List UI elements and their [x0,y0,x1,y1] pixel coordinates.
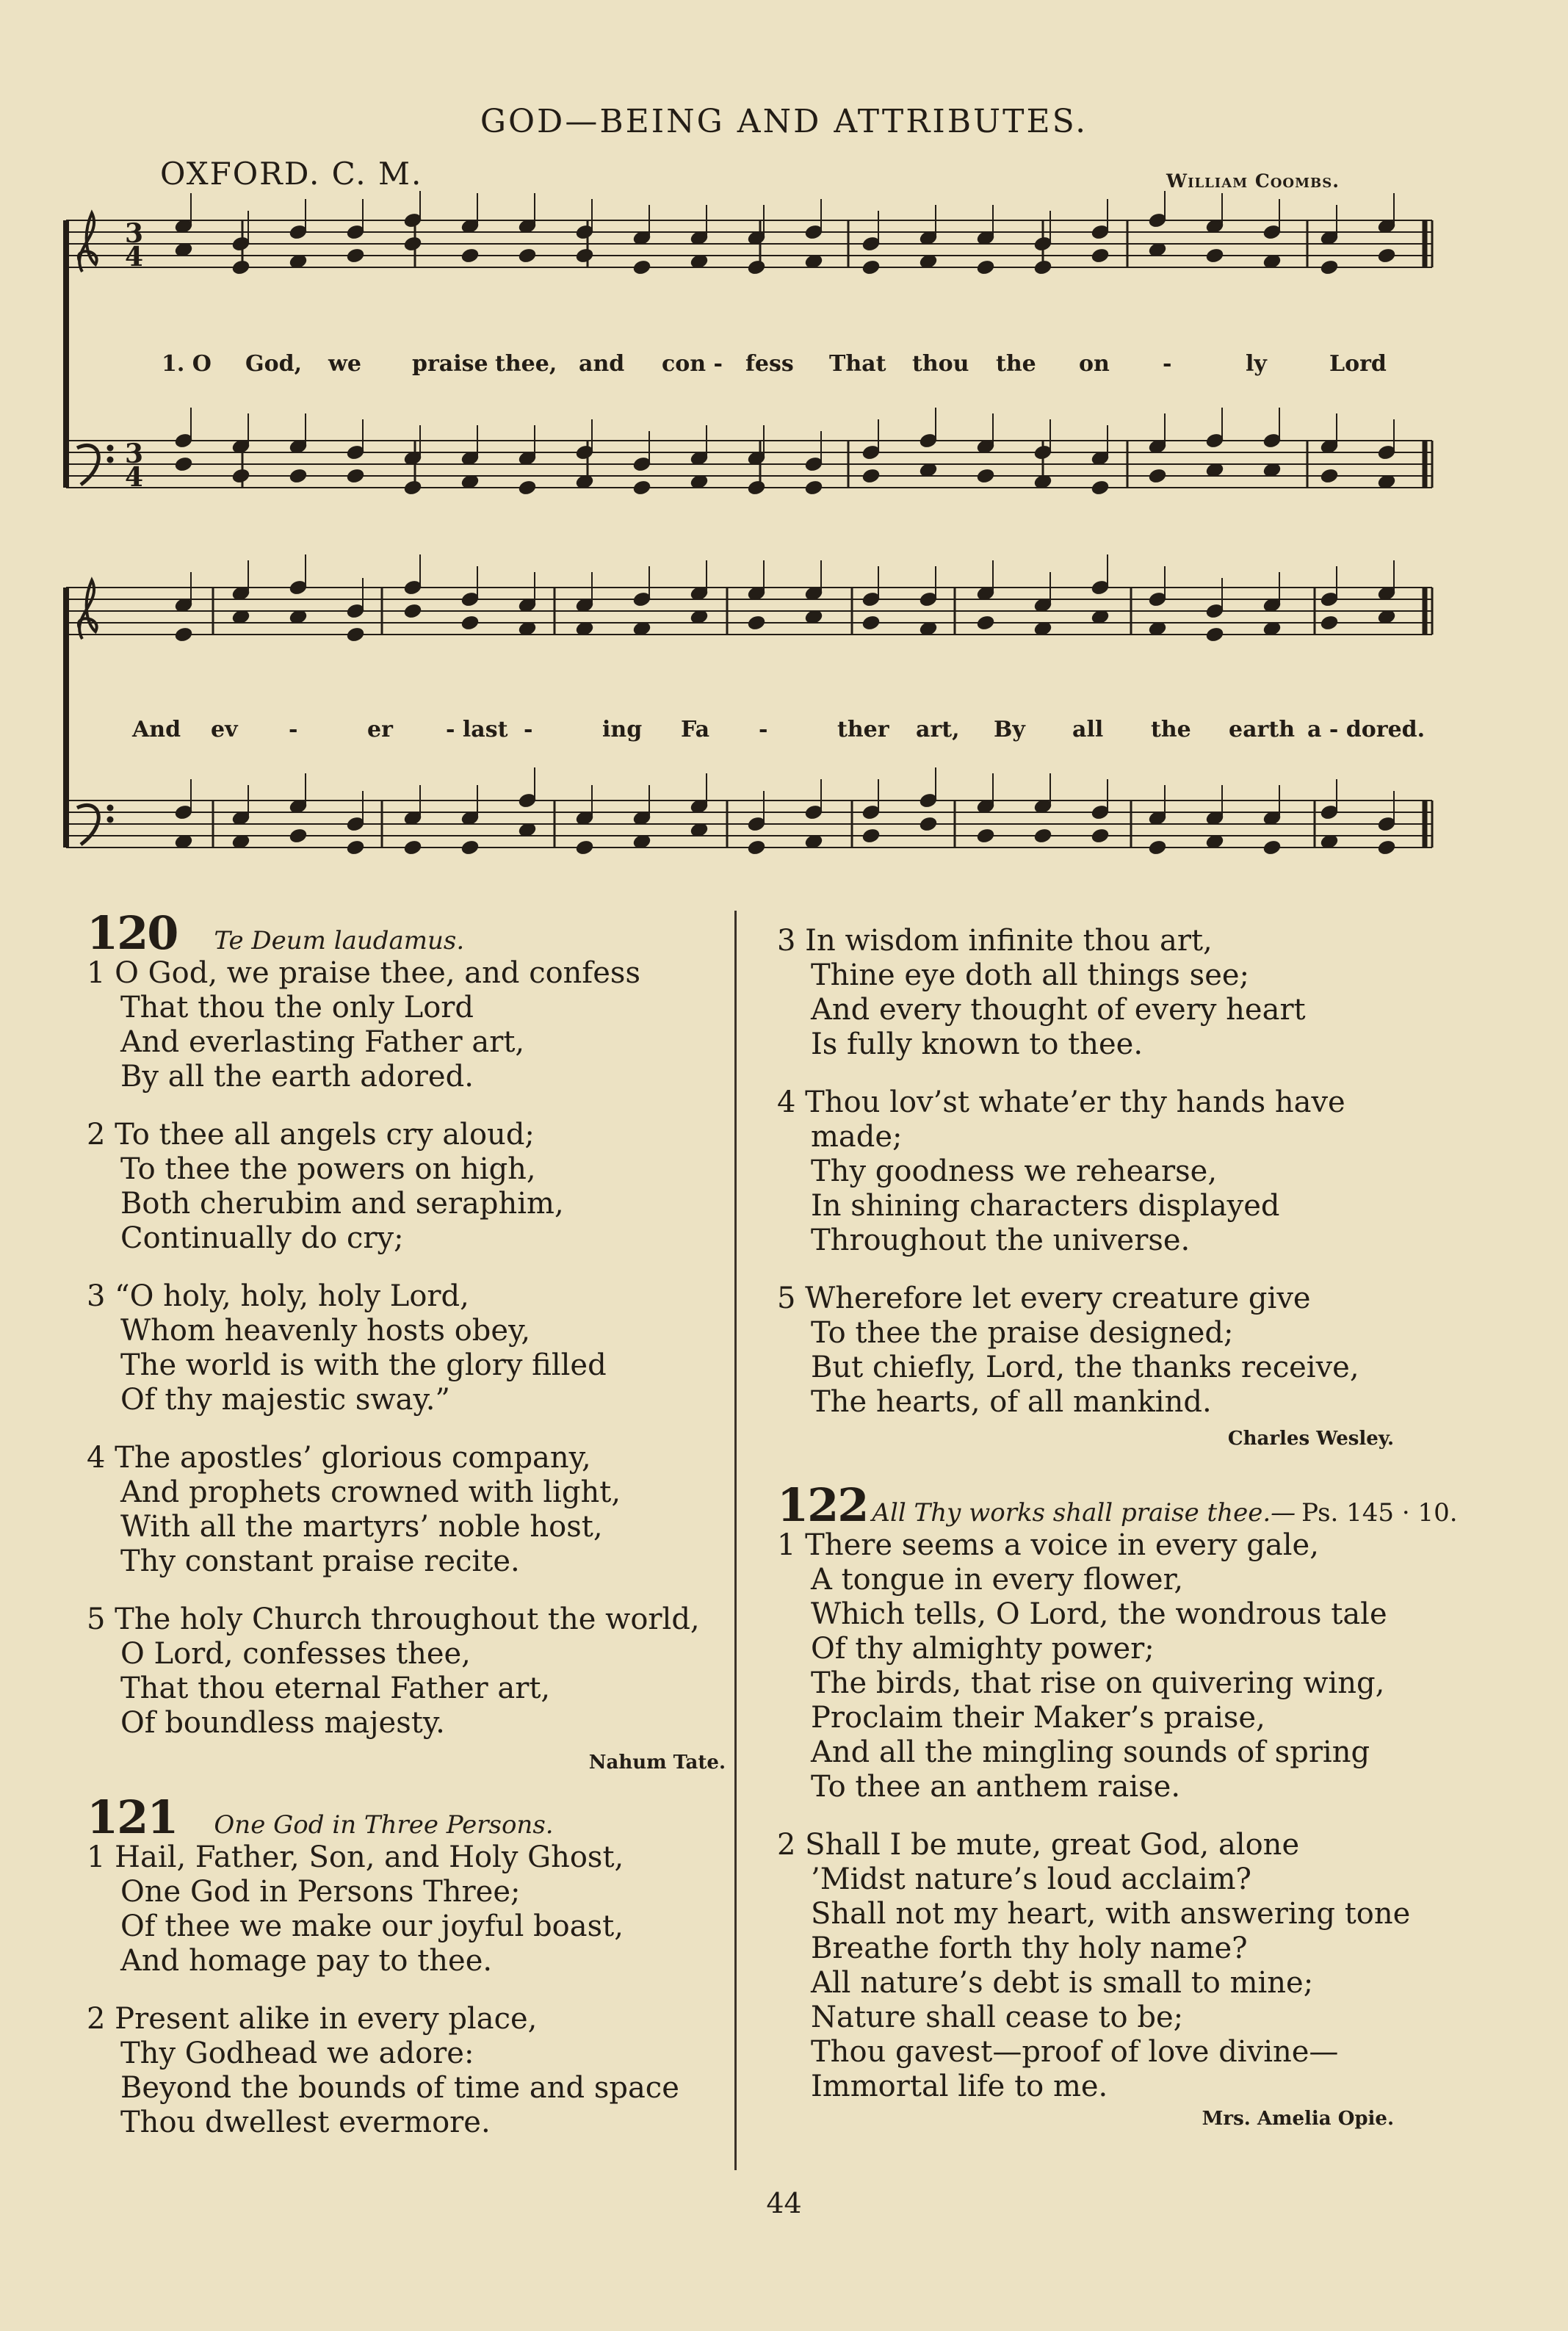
verse-line: That thou the only Lord [120,991,474,1024]
hymn-121-verses-continued [777,924,1438,1424]
lyric-syllable: thou [912,351,969,377]
lyric-syllable: all [1072,717,1104,742]
verse-line: But chiefly, Lord, the thanks receive, [811,1351,1359,1384]
verse-line: Breathe forth thy holy name? [811,1931,1248,1965]
verse-line: 1 O God, we praise thee, and confess [87,956,640,990]
music-score [0,191,1568,911]
lyric-syllable: 1. O [162,351,212,377]
verse-line: 5 Wherefore let every creature give [777,1282,1311,1315]
hymn-122-author: Mrs. Amelia Opie. [1202,2108,1394,2130]
lyric-syllable: and [579,351,625,377]
svg-text:3: 3 [125,218,144,249]
section-title: GOD—BEING AND ATTRIBUTES. [480,103,1088,140]
lyric-syllable: praise [412,351,488,377]
verse-line: In shining characters displayed [811,1189,1280,1223]
verse-line: Proclaim their Maker’s praise, [811,1701,1265,1735]
hymn-122-verses [777,1528,1438,2104]
verse-line: A tongue in every flower, [811,1563,1184,1597]
verse-line: To thee the powers on high, [120,1152,536,1186]
verse-line: With all the martyrs’ noble host, [120,1510,603,1544]
verse-line: 2 Shall I be mute, great God, alone [777,1828,1300,1862]
verse-line: Of boundless majesty. [120,1706,445,1740]
verse-line: The world is with the glory filled [120,1348,607,1382]
lyric-syllable: By [994,717,1025,742]
lyric-syllable: we [328,351,361,377]
verse-line: Throughout the universe. [811,1224,1191,1257]
verse-line: Of thy majestic sway.” [120,1383,450,1417]
verse-line: That thou eternal Father art, [120,1672,551,1705]
lyric-syllable: - [524,717,533,742]
left-column [87,906,726,2140]
verse-line: And homage pay to thee. [120,1944,493,1978]
hymn-121-verses [87,1840,726,2140]
svg-text:4: 4 [125,462,144,493]
verse-line: Thou gavest—proof of love divine— [811,2035,1339,2069]
verse-line: Both cherubim and seraphim, [120,1187,564,1221]
composer-credit: William Coombs. [1166,170,1340,192]
verse-line: And prophets crowned with light, [120,1475,621,1509]
verse-line: All nature’s debt is small to mine; [811,1966,1314,2000]
verse-line: 3 In wisdom infinite thou art, [777,924,1213,958]
verse-line: One God in Persons Three; [120,1875,521,1909]
lyric-syllable: fess [745,351,794,377]
lyric-syllable: con - [662,351,723,377]
lyric-syllable: Lord [1329,351,1387,377]
verse-line: 4 Thou lov’st whate’er thy hands have [777,1085,1345,1119]
lyric-syllable: Fa [681,717,710,742]
hymn-121-author: Charles Wesley. [1227,1428,1394,1450]
verse-line: Thine eye doth all things see; [811,958,1250,992]
column-divider [734,911,737,2170]
lyric-syllable: the [996,351,1036,377]
svg-text:3: 3 [125,438,144,469]
right-column [777,924,1458,2133]
verse-line: Whom heavenly hosts obey, [120,1314,531,1348]
verse-line: Of thee we make our joyful boast, [120,1909,624,1943]
lyric-syllable: That [829,351,886,377]
verse-line: Shall not my heart, with answering tone [811,1897,1411,1931]
page-number: 44 [766,2187,802,2219]
hymn-122-heading: 122 All Thy works shall praise thee.— Ps. 145 · 10. [777,1478,1458,1532]
lyric-syllable: on [1079,351,1110,377]
hymn-120-heading: 120 Te Deum laudamus. [87,906,465,960]
verse-line: And all the mingling sounds of spring [811,1735,1370,1769]
verse-line: Beyond the bounds of time and space [120,2071,679,2105]
hymn-120-verses [87,956,726,1748]
tune-name: OXFORD. C. M. [160,156,423,192]
lyric-syllable: - last [446,717,508,742]
verse-line: The hearts, of all mankind. [811,1385,1212,1419]
verse-line: Thy goodness we rehearse, [811,1154,1218,1188]
verse-line: Immortal life to me. [811,2070,1108,2103]
verse-line: 2 Present alike in every place, [87,2002,538,2036]
verse-line: 4 The apostles’ glorious company, [87,1441,591,1475]
verse-line: ’Midst nature’s loud acclaim? [811,1862,1251,1896]
lyric-syllable: the [1151,717,1191,742]
lyric-syllable: er [367,717,393,742]
lyric-syllable: God, [245,351,303,377]
verse-line: The birds, that rise on quivering wing, [811,1666,1385,1700]
lyric-syllable: a - dored. [1307,717,1426,742]
verse-line: Of thy almighty power; [811,1632,1155,1666]
hymn-120-author: Nahum Tate. [588,1752,726,1774]
verse-line: 3 “O holy, holy, holy Lord, [87,1279,469,1313]
verse-line: To thee the praise designed; [811,1316,1234,1350]
verse-line: 1 There seems a voice in every gale, [777,1528,1319,1562]
lyric-syllable: And [132,717,181,742]
svg-text:4: 4 [125,242,144,272]
verse-line: And every thought of every heart [811,993,1306,1027]
verse-line: Continually do cry; [120,1221,404,1255]
lyric-syllable: ev [211,717,238,742]
verse-line: O Lord, confesses thee, [120,1637,471,1671]
lyric-syllable: thee, [495,351,557,377]
verse-line: 5 The holy Church throughout the world, [87,1602,700,1636]
verse-line: made; [811,1120,903,1154]
verse-line: By all the earth adored. [120,1060,474,1094]
lyric-syllable: ly [1246,351,1267,377]
verse-line: To thee an anthem raise. [811,1770,1181,1804]
verse-line: Thy constant praise recite. [120,1544,520,1578]
verse-line: Thy Godhead we adore: [120,2037,474,2070]
hymn-121-heading: 121 One God in Three Persons. [87,1790,554,1844]
lyric-syllable: ther [837,717,889,742]
verse-line: 2 To thee all angels cry aloud; [87,1118,535,1152]
lyric-syllable: - [1163,351,1172,377]
lyric-syllable: ing [602,717,643,742]
lyric-syllable: - [759,717,768,742]
verse-line: 1 Hail, Father, Son, and Holy Ghost, [87,1840,624,1874]
verse-line: Thou dwellest evermore. [120,2106,491,2139]
lyric-syllable: earth [1229,717,1295,742]
verse-line: Which tells, O Lord, the wondrous tale [811,1597,1387,1631]
verse-line: And everlasting Father art, [120,1025,525,1059]
verse-line: Is fully known to thee. [811,1027,1144,1061]
verse-line: Nature shall cease to be; [811,2001,1184,2034]
lyric-syllable: - [289,717,298,742]
lyric-syllable: art, [916,717,960,742]
